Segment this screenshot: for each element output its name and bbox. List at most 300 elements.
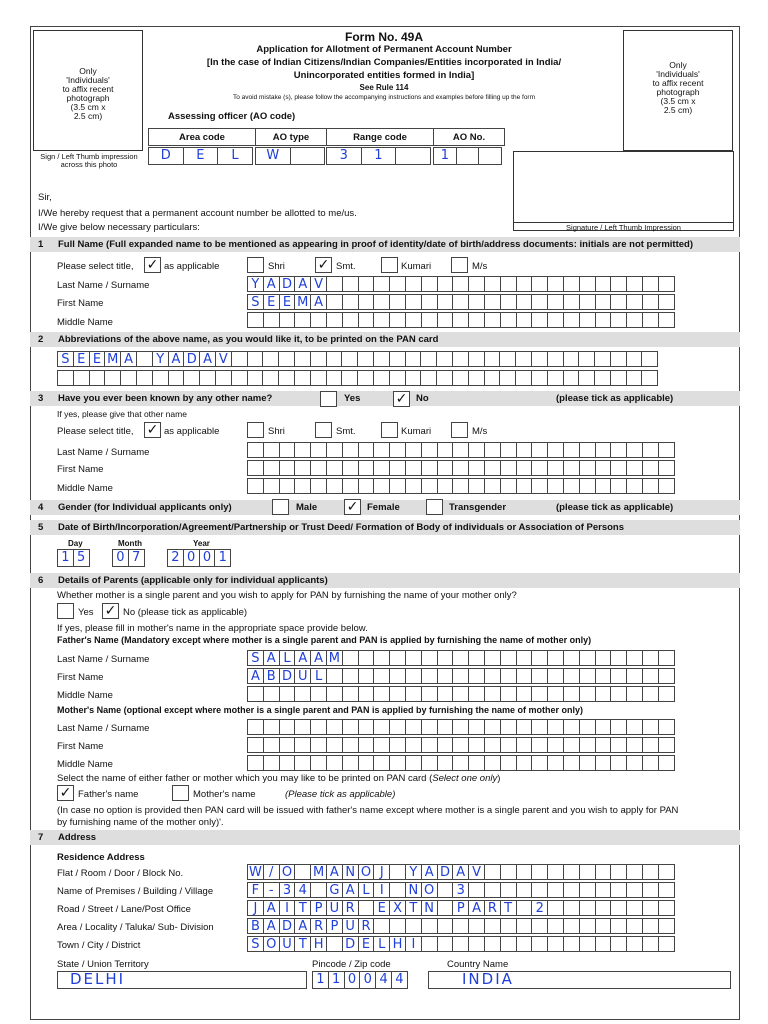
char-cell: [405, 686, 422, 702]
char-cell: [484, 882, 501, 898]
char-cell: [595, 276, 612, 292]
section-number: 4: [38, 502, 44, 513]
char-cell: [531, 755, 548, 771]
char-cell: [579, 864, 596, 880]
other-shri-label: Shri: [268, 426, 285, 437]
char-cell: [658, 668, 675, 684]
char-cell: A: [326, 864, 343, 880]
tick-hint: (please tick as applicable): [556, 393, 674, 404]
char-cell: [437, 442, 454, 458]
char-cell: A: [168, 351, 185, 367]
char-cell: [405, 478, 422, 494]
char-cell: [595, 650, 612, 666]
ao-area-code[interactable]: [148, 147, 252, 165]
char-cell: [389, 370, 406, 386]
char-cell: [389, 276, 406, 292]
char-cell: [563, 460, 580, 476]
char-cell: [516, 936, 533, 952]
ms-label: M/s: [472, 261, 488, 272]
male-checkbox[interactable]: [272, 499, 289, 515]
section-title: Have you ever been known by any other name?: [58, 393, 273, 404]
char-cell: [452, 478, 469, 494]
char-cell: [642, 294, 659, 310]
other-name-note: If yes, please give that other name: [57, 409, 187, 419]
dob-year[interactable]: [167, 549, 230, 567]
char-cell: [579, 737, 596, 753]
char-cell: [642, 882, 659, 898]
char-cell: [326, 351, 343, 367]
char-cell: [563, 668, 580, 684]
mother-last-name-field[interactable]: [247, 719, 674, 735]
char-cell: [358, 478, 375, 494]
single-parent-yes-label: Yes: [78, 607, 94, 618]
char-cell: [468, 686, 485, 702]
char-cell: 0: [199, 549, 216, 567]
char-cell: [515, 351, 532, 367]
char-cell: [531, 478, 548, 494]
char-cell: L: [279, 650, 296, 666]
char-cell: H: [389, 936, 406, 952]
char-cell: D: [437, 864, 454, 880]
char-cell: A: [263, 918, 280, 934]
char-cell: [373, 294, 390, 310]
char-cell: [484, 864, 501, 880]
char-cell: [642, 478, 659, 494]
char-cell: 0: [344, 971, 361, 989]
char-cell: [279, 686, 296, 702]
father-name-header: Father's Name (Mandatory except where mother is a single parent and PAN is applied by furnishing the name of mother only): [57, 635, 592, 645]
char-cell: [658, 650, 675, 666]
char-cell: [547, 737, 564, 753]
char-cell: [421, 478, 438, 494]
town-field[interactable]: [247, 936, 674, 952]
single-parent-yes-checkbox[interactable]: [57, 603, 74, 619]
other-last-name-label: Last Name / Surname: [57, 447, 150, 458]
char-cell: [499, 351, 516, 367]
char-cell: [595, 737, 612, 753]
single-parent-no-checkbox[interactable]: ✓: [102, 603, 119, 619]
char-cell: [342, 650, 359, 666]
char-cell: [421, 719, 438, 735]
char-cell: [658, 442, 675, 458]
char-cell: [658, 918, 675, 934]
char-cell: P: [326, 918, 343, 934]
char-cell: [626, 686, 643, 702]
char-cell: [547, 650, 564, 666]
char-cell: [500, 668, 517, 684]
char-cell: D: [342, 936, 359, 952]
last-name-field[interactable]: [247, 276, 674, 292]
dob-month[interactable]: [112, 549, 144, 567]
char-cell: A: [310, 294, 327, 310]
char-cell: [563, 755, 580, 771]
char-cell: [579, 460, 596, 476]
char-cell: [642, 686, 659, 702]
photo-box-left[interactable]: [33, 30, 143, 151]
char-cell: [658, 719, 675, 735]
other-ms-label: M/s: [472, 426, 488, 437]
char-cell: T: [500, 900, 517, 916]
char-cell: [642, 918, 659, 934]
road-label: Road / Street / Lane/Post Office: [57, 904, 191, 915]
char-cell: [499, 370, 516, 386]
char-cell: I: [279, 900, 296, 916]
print-father-checkbox[interactable]: ✓: [57, 785, 74, 801]
salutation: Sir,: [38, 192, 52, 203]
char-cell: [310, 478, 327, 494]
last-name-label: Last Name / Surname: [57, 280, 150, 291]
char-cell: [579, 686, 596, 702]
shri-checkbox[interactable]: [247, 257, 264, 273]
ao-number[interactable]: [433, 147, 501, 165]
char-cell: [73, 370, 90, 386]
char-cell: [579, 719, 596, 735]
char-cell: [610, 442, 627, 458]
char-cell: [247, 312, 264, 328]
intro-line-2: I/We give below necessary particulars:: [38, 222, 200, 233]
char-cell: [456, 147, 480, 165]
char-cell: [642, 737, 659, 753]
char-cell: [468, 882, 485, 898]
char-cell: I: [373, 882, 390, 898]
photo-text: 'Individuals': [656, 69, 700, 79]
char-cell: [468, 936, 485, 952]
char-cell: [531, 276, 548, 292]
char-cell: [452, 668, 469, 684]
char-cell: [262, 351, 279, 367]
photo-text: 2.5 cm): [73, 111, 103, 121]
char-cell: [452, 276, 469, 292]
char-cell: 2: [167, 549, 184, 567]
char-cell: J: [247, 900, 264, 916]
char-cell: D: [279, 276, 296, 292]
state-value: DELHI: [70, 970, 126, 988]
char-cell: G: [326, 882, 343, 898]
father-middle-name-field[interactable]: [247, 686, 674, 702]
char-cell: [500, 478, 517, 494]
char-cell: [641, 351, 658, 367]
char-cell: [373, 351, 390, 367]
char-cell: [578, 351, 595, 367]
char-cell: [326, 294, 343, 310]
kumari-checkbox[interactable]: [381, 257, 398, 273]
char-cell: [294, 478, 311, 494]
smt-checkbox[interactable]: ✓: [315, 257, 332, 273]
char-cell: [610, 351, 627, 367]
abbrev-line-1[interactable]: [57, 351, 657, 367]
char-cell: [516, 460, 533, 476]
father-first-name-field[interactable]: [247, 668, 674, 684]
mother-first-name-field[interactable]: [247, 737, 674, 753]
char-cell: 1: [433, 147, 457, 165]
char-cell: L: [373, 936, 390, 952]
char-cell: [531, 918, 548, 934]
char-cell: [484, 442, 501, 458]
char-cell: [358, 719, 375, 735]
char-cell: [452, 650, 469, 666]
female-checkbox[interactable]: ✓: [344, 499, 361, 515]
state-label: State / Union Territory: [57, 959, 149, 970]
section-title: Details of Parents (applicable only for individual applicants): [58, 575, 328, 586]
shri-label: Shri: [268, 261, 285, 272]
char-cell: [484, 737, 501, 753]
char-cell: [531, 351, 548, 367]
char-cell: [373, 478, 390, 494]
char-cell: [452, 442, 469, 458]
char-cell: [468, 460, 485, 476]
char-cell: [595, 312, 612, 328]
char-cell: N: [405, 882, 422, 898]
char-cell: [547, 478, 564, 494]
char-cell: [595, 294, 612, 310]
photo-text: Only: [79, 66, 97, 76]
title-tick-sample-2: ✓: [144, 422, 161, 438]
char-cell: T: [294, 900, 311, 916]
char-cell: [484, 294, 501, 310]
road-field[interactable]: [247, 900, 674, 916]
char-cell: [389, 460, 406, 476]
char-cell: [279, 312, 296, 328]
char-cell: [516, 276, 533, 292]
char-cell: E: [373, 900, 390, 916]
print-name-text: Select the name of either father or mother which you may like to be printed on PAN card (: [57, 773, 433, 784]
char-cell: [626, 370, 643, 386]
other-last-name-field[interactable]: [247, 442, 674, 458]
char-cell: [547, 719, 564, 735]
char-cell: [279, 460, 296, 476]
char-cell: [278, 370, 295, 386]
other-middle-name-field[interactable]: [247, 478, 674, 494]
char-cell: [626, 918, 643, 934]
photo-box-right[interactable]: [623, 30, 733, 151]
char-cell: [437, 294, 454, 310]
char-cell: [516, 294, 533, 310]
section-number: 5: [38, 522, 44, 533]
char-cell: [405, 668, 422, 684]
char-cell: [247, 719, 264, 735]
flat-field[interactable]: [247, 864, 674, 880]
char-cell: D: [148, 147, 184, 165]
char-cell: [658, 864, 675, 880]
char-cell: [342, 686, 359, 702]
char-cell: [357, 351, 374, 367]
char-cell: [468, 668, 485, 684]
char-cell: M: [310, 864, 327, 880]
char-cell: W: [248, 865, 262, 880]
char-cell: [294, 460, 311, 476]
char-cell: [516, 312, 533, 328]
premises-field[interactable]: [247, 882, 674, 898]
char-cell: [389, 719, 406, 735]
char-cell: [263, 755, 280, 771]
dob-day-label: Day: [68, 539, 83, 548]
char-cell: [437, 460, 454, 476]
char-cell: [642, 442, 659, 458]
char-cell: [247, 478, 264, 494]
char-cell: [626, 312, 643, 328]
char-cell: D: [183, 351, 200, 367]
ms-checkbox[interactable]: [451, 257, 468, 273]
char-cell: [516, 755, 533, 771]
premises-label: Name of Premises / Building / Village: [57, 886, 214, 897]
char-cell: O: [358, 864, 375, 880]
char-cell: S: [247, 294, 264, 310]
char-cell: [547, 668, 564, 684]
photo-caption: Sign / Left Thumb impression across this photo: [40, 152, 138, 169]
section-number: 3: [38, 393, 44, 404]
char-cell: [658, 460, 675, 476]
char-cell: [342, 668, 359, 684]
print-note-1: (In case no option is provided then PAN card will be issued with father's name except where mother is a single parent and you wish to apply for PAN: [57, 805, 679, 816]
ao-type[interactable]: [255, 147, 324, 165]
char-cell: [610, 478, 627, 494]
char-cell: [247, 755, 264, 771]
char-cell: [595, 882, 612, 898]
char-cell: [642, 864, 659, 880]
char-cell: [595, 719, 612, 735]
char-cell: [500, 719, 517, 735]
middle-name-field[interactable]: [247, 312, 674, 328]
mother-middle-name-field[interactable]: [247, 755, 674, 771]
other-name-yes-label: Yes: [344, 393, 361, 404]
char-cell: [563, 864, 580, 880]
char-cell: [421, 442, 438, 458]
char-cell: [279, 442, 296, 458]
char-cell: [437, 918, 454, 934]
print-name-question: [57, 773, 500, 784]
char-cell: [484, 936, 501, 952]
other-kumari-checkbox[interactable]: [381, 422, 398, 438]
char-cell: [405, 442, 422, 458]
dob-day[interactable]: [57, 549, 89, 567]
char-cell: A: [421, 864, 438, 880]
char-cell: [420, 370, 437, 386]
dob-month-label: Month: [118, 539, 142, 548]
other-ms-checkbox[interactable]: [451, 422, 468, 438]
char-cell: [452, 312, 469, 328]
signature-box[interactable]: [513, 151, 734, 231]
char-cell: [389, 650, 406, 666]
char-cell: [452, 294, 469, 310]
char-cell: A: [247, 668, 264, 684]
char-cell: [531, 312, 548, 328]
char-cell: 1: [57, 549, 74, 567]
father-last-label: Last Name / Surname: [57, 654, 150, 665]
abbrev-line-2[interactable]: [57, 370, 657, 386]
char-cell: [168, 370, 185, 386]
char-cell: [326, 460, 343, 476]
pincode-field[interactable]: [312, 971, 407, 989]
char-cell: O: [279, 864, 296, 880]
transgender-checkbox[interactable]: [426, 499, 443, 515]
char-cell: [626, 460, 643, 476]
other-name-no-checkbox[interactable]: ✓: [393, 391, 410, 407]
other-name-yes-checkbox[interactable]: [320, 391, 337, 407]
char-cell: [326, 755, 343, 771]
char-cell: [247, 460, 264, 476]
char-cell: [358, 755, 375, 771]
pincode-label: Pincode / Zip code: [312, 959, 391, 970]
char-cell: [531, 686, 548, 702]
char-cell: [452, 351, 469, 367]
char-cell: [579, 755, 596, 771]
char-cell: [341, 351, 358, 367]
char-cell: [326, 719, 343, 735]
char-cell: [658, 294, 675, 310]
char-cell: [263, 478, 280, 494]
char-cell: [610, 312, 627, 328]
other-shri-checkbox[interactable]: [247, 422, 264, 438]
father-last-name-field[interactable]: [247, 650, 674, 666]
char-cell: [468, 650, 485, 666]
char-cell: [389, 918, 406, 934]
char-cell: U: [326, 900, 343, 916]
char-cell: [373, 668, 390, 684]
other-first-name-field[interactable]: [247, 460, 674, 476]
char-cell: [484, 276, 501, 292]
char-cell: [626, 864, 643, 880]
char-cell: [595, 918, 612, 934]
char-cell: [595, 900, 612, 916]
char-cell: [373, 719, 390, 735]
print-mother-checkbox[interactable]: [172, 785, 189, 801]
char-cell: A: [294, 650, 311, 666]
ao-range-code[interactable]: [326, 147, 430, 165]
char-cell: [626, 900, 643, 916]
char-cell: [610, 755, 627, 771]
char-cell: [373, 276, 390, 292]
char-cell: [626, 351, 643, 367]
char-cell: [642, 668, 659, 684]
char-cell: [626, 755, 643, 771]
char-cell: [358, 900, 375, 916]
photo-text: 'Individuals': [66, 75, 110, 85]
char-cell: [531, 370, 548, 386]
char-cell: [358, 312, 375, 328]
char-cell: [357, 370, 374, 386]
char-cell: [642, 312, 659, 328]
char-cell: [595, 668, 612, 684]
other-smt-checkbox[interactable]: [315, 422, 332, 438]
char-cell: [468, 351, 485, 367]
father-first-label: First Name: [57, 672, 104, 683]
char-cell: [516, 719, 533, 735]
form-subtitle-1: [In the case of Indian Citizens/Indian Companies/Entities incorporated in India/: [206, 57, 562, 68]
char-cell: [500, 312, 517, 328]
char-cell: [341, 370, 358, 386]
char-cell: [294, 351, 311, 367]
char-cell: [342, 719, 359, 735]
char-cell: [610, 294, 627, 310]
as-applicable-label: as applicable: [164, 261, 220, 272]
char-cell: [310, 370, 327, 386]
char-cell: [642, 650, 659, 666]
char-cell: [484, 719, 501, 735]
char-cell: [594, 351, 611, 367]
char-cell: [358, 737, 375, 753]
area-field[interactable]: [247, 918, 674, 934]
char-cell: [452, 755, 469, 771]
first-name-field[interactable]: [247, 294, 674, 310]
photo-text: (3.5 cm x: [70, 102, 106, 112]
char-cell: [247, 442, 264, 458]
char-cell: [547, 351, 564, 367]
signature-caption: Signature / Left Thumb Impression: [513, 222, 734, 232]
char-cell: [199, 370, 216, 386]
char-cell: [563, 370, 580, 386]
section-title: Abbreviations of the above name, as you would like it, to be printed on the PAN card: [58, 334, 439, 345]
char-cell: [468, 755, 485, 771]
